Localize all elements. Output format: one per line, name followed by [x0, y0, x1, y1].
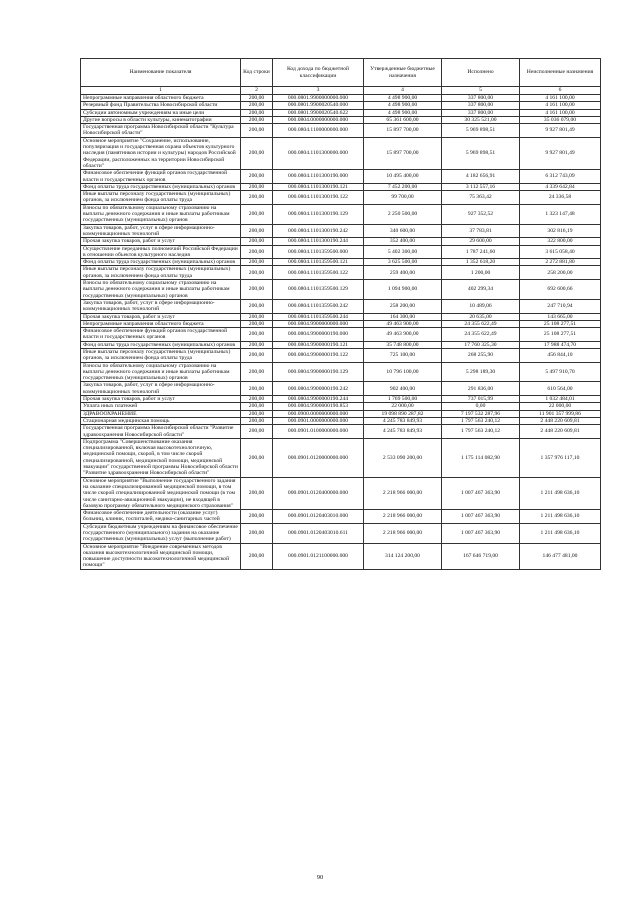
header-classification: Код дохода по бюджетной классификации — [273, 59, 364, 87]
table-row — [81, 417, 601, 424]
row-code: 200,00 — [241, 348, 273, 362]
column-index-row — [81, 87, 601, 95]
row-executed: 1 352 618,20 — [442, 259, 520, 266]
row-name: Прочая закупка товаров, работ и услуг — [81, 396, 241, 403]
row-classification: 000.0801.9900020540.622 — [273, 109, 364, 116]
row-name: Государственная программа Новосибирской области "Развитие здравоохранения Новосибирской области" — [81, 425, 241, 439]
row-approved: 1 769 500,00 — [364, 396, 442, 403]
row-name: Резервный фонд Правительства Новосибирской области — [81, 102, 241, 109]
table-row — [81, 116, 601, 123]
row-code: 200,00 — [241, 328, 273, 342]
row-classification: 000.0804.9900000000.000 — [273, 320, 364, 327]
row-executed: 5 969 898,51 — [442, 137, 520, 169]
header-approved: Утвержденные бюджетные назначения — [364, 59, 442, 87]
row-code: 200,00 — [241, 382, 273, 396]
row-unexecuted: 22 000,00 — [520, 403, 601, 410]
row-name: Взносы по обязательному социальному страхованию на выплаты денежного содержания и иные выплаты работникам государственных (муниципальных) органов — [81, 204, 241, 224]
row-executed: 5 298 189,30 — [442, 362, 520, 382]
row-unexecuted: 3 615 058,40 — [520, 245, 601, 259]
row-approved: 19 098 890 287,82 — [364, 410, 442, 417]
row-code: 200,00 — [241, 95, 273, 102]
header-name: Наименование показателя — [81, 59, 241, 87]
row-name: Закупка товаров, работ, услуг в сфере информационно-коммуникационных технологий — [81, 382, 241, 396]
row-name: Финансовое обеспечение деятельности (оказание услуг) больниц, клиник, госпиталей, медико-санитарных частей — [81, 510, 241, 524]
row-classification: 000.0901.0120400000.000 — [273, 477, 364, 509]
row-code: 200,00 — [241, 238, 273, 245]
row-code: 200,00 — [241, 124, 273, 138]
row-approved: 259 400,00 — [364, 266, 442, 280]
row-unexecuted: 2 448 220 609,81 — [520, 425, 601, 439]
row-unexecuted: 11 901 357 999,86 — [520, 410, 601, 417]
row-classification: 000.0900.0000000000.000 — [273, 410, 364, 417]
row-classification: 000.0901.0120403010.000 — [273, 510, 364, 524]
row-code: 200,00 — [241, 320, 273, 327]
header-unexecuted: Неисполненные назначения — [520, 59, 601, 87]
row-approved: 10 796 100,00 — [364, 362, 442, 382]
row-classification: 000.0804.1101300190.244 — [273, 238, 364, 245]
row-approved: 49 463 900,00 — [364, 328, 442, 342]
row-classification: 000.0804.1101300000.000 — [273, 137, 364, 169]
column-index: 1 — [81, 87, 241, 95]
row-executed: 1 787 241,60 — [442, 245, 520, 259]
table-row — [81, 170, 601, 184]
row-unexecuted: 146 477 481,00 — [520, 543, 601, 569]
row-approved: 2 533 090 200,00 — [364, 438, 442, 477]
row-executed: 167 646 719,00 — [442, 543, 520, 569]
table-row — [81, 543, 601, 569]
column-index: 6 — [520, 87, 601, 95]
table-row — [81, 266, 601, 280]
row-name: Осуществление переданных полномочий Российской Федерации в отношении объектов культурного наследия — [81, 245, 241, 259]
row-code: 200,00 — [241, 280, 273, 300]
row-unexecuted: 1 211 498 636,10 — [520, 523, 601, 543]
table-row — [81, 403, 601, 410]
row-executed: 30 325 521,00 — [442, 116, 520, 123]
table-row — [81, 102, 601, 109]
table-row — [81, 204, 601, 224]
row-name: Взносы по обязательному социальному страхованию на выплаты денежного содержания и иные выплаты работникам государственных (муниципальных) органов — [81, 280, 241, 300]
table-row — [81, 109, 601, 116]
row-unexecuted: 456 844,10 — [520, 348, 601, 362]
table-row — [81, 477, 601, 509]
row-classification: 000.0801.9900000000.000 — [273, 95, 364, 102]
row-executed: 291 836,00 — [442, 382, 520, 396]
row-code: 200,00 — [241, 266, 273, 280]
table-row — [81, 425, 601, 439]
row-code: 200,00 — [241, 183, 273, 190]
row-approved: 164 300,00 — [364, 313, 442, 320]
row-unexecuted: 25 108 277,51 — [520, 328, 601, 342]
table-row — [81, 348, 601, 362]
row-unexecuted: 4 161 100,00 — [520, 109, 601, 116]
table-row — [81, 320, 601, 327]
row-unexecuted: 1 211 498 636,10 — [520, 477, 601, 509]
row-unexecuted: 1 357 976 117,10 — [520, 438, 601, 477]
row-executed: 7 197 532 287,96 — [442, 410, 520, 417]
row-unexecuted: 2 448 220 609,81 — [520, 417, 601, 424]
table-row — [81, 245, 601, 259]
row-executed: 402 299,34 — [442, 280, 520, 300]
row-classification: 000.0804.0000000000.000 — [273, 116, 364, 123]
row-executed: 927 352,52 — [442, 204, 520, 224]
table-row — [81, 238, 601, 245]
row-unexecuted: 9 927 801,49 — [520, 124, 601, 138]
row-approved: 15 897 700,00 — [364, 124, 442, 138]
row-executed: 4 182 656,91 — [442, 170, 520, 184]
row-approved: 2 218 966 000,00 — [364, 477, 442, 509]
row-approved: 22 000,00 — [364, 403, 442, 410]
row-name: Прочая закупка товаров, работ и услуг — [81, 238, 241, 245]
row-classification: 000.0804.9900000190.853 — [273, 403, 364, 410]
header-code: Код строки — [241, 59, 273, 87]
header-executed: Исполнено — [442, 59, 520, 87]
row-approved: 4 245 783 849,93 — [364, 417, 442, 424]
row-name: Непрограммные направления областного бюджета — [81, 320, 241, 327]
row-name: Непрограммные направления областного бюджета — [81, 95, 241, 102]
row-unexecuted: 6 312 743,09 — [520, 170, 601, 184]
row-name: Фонд оплаты труда государственных (муниципальных) органов — [81, 341, 241, 348]
table-row — [81, 191, 601, 205]
row-code: 200,00 — [241, 224, 273, 238]
row-code: 200,00 — [241, 362, 273, 382]
row-executed: 1 007 467 363,90 — [442, 523, 520, 543]
row-executed: 29 600,00 — [442, 238, 520, 245]
row-executed: 0,00 — [442, 403, 520, 410]
row-executed: 1 175 114 082,90 — [442, 438, 520, 477]
table-row — [81, 410, 601, 417]
row-approved: 15 897 700,00 — [364, 137, 442, 169]
row-executed: 10 489,06 — [442, 299, 520, 313]
table-row — [81, 95, 601, 102]
row-name: Прочая закупка товаров, работ и услуг — [81, 313, 241, 320]
row-approved: 725 100,00 — [364, 348, 442, 362]
table-row — [81, 299, 601, 313]
row-classification: 000.0804.1101359500.121 — [273, 259, 364, 266]
row-approved: 352 400,00 — [364, 238, 442, 245]
row-unexecuted: 258 200,00 — [520, 266, 601, 280]
column-index: 2 — [241, 87, 273, 95]
row-classification: 000.0804.1101300190.129 — [273, 204, 364, 224]
table-row — [81, 137, 601, 169]
row-classification: 000.0804.9900000190.000 — [273, 328, 364, 342]
row-name: Уплата иных платежей — [81, 403, 241, 410]
row-approved: 4 245 783 849,93 — [364, 425, 442, 439]
row-name: Государственная программа Новосибирской области "Культура Новосибирской области" — [81, 124, 241, 138]
row-classification: 000.0804.1101300190.121 — [273, 183, 364, 190]
row-approved: 4 498 900,00 — [364, 102, 442, 109]
row-unexecuted: 4 339 642,84 — [520, 183, 601, 190]
table-row — [81, 313, 601, 320]
row-name: Стационарная медицинская помощь — [81, 417, 241, 424]
column-index: 5 — [442, 87, 520, 95]
row-unexecuted: 143 665,00 — [520, 313, 601, 320]
row-code: 200,00 — [241, 137, 273, 169]
row-name: Закупка товаров, работ, услуг в сфере информационно-коммуникационных технологий — [81, 299, 241, 313]
row-executed: 1 797 563 240,12 — [442, 425, 520, 439]
row-classification: 000.0901.0000000000.000 — [273, 417, 364, 424]
row-approved: 2 218 966 000,00 — [364, 523, 442, 543]
row-approved: 340 600,00 — [364, 224, 442, 238]
row-approved: 65 361 600,00 — [364, 116, 442, 123]
table-body — [81, 95, 601, 570]
table-row — [81, 124, 601, 138]
table-row — [81, 224, 601, 238]
row-name: Фонд оплаты труда государственных (муниципальных) органов — [81, 183, 241, 190]
row-unexecuted: 610 564,00 — [520, 382, 601, 396]
row-classification: 000.0804.9900000190.129 — [273, 362, 364, 382]
page-number: 90 — [316, 874, 324, 881]
table-row — [81, 523, 601, 543]
table-row — [81, 382, 601, 396]
row-name: Взносы по обязательному социальному страхованию на выплаты денежного содержания и иные выплаты работникам государственных (муниципальных) органов — [81, 362, 241, 382]
row-classification: 000.0804.1101300190.000 — [273, 170, 364, 184]
row-executed: 337 800,00 — [442, 95, 520, 102]
column-index: 3 — [273, 87, 364, 95]
row-name: Основное мероприятие "Сохранение, использование, популяризация и государственная охрана объектов культурного наследия (памятников истории и культуры) народов Российской Федерации, расположенных на территории Новосибирской области" — [81, 137, 241, 169]
row-classification: 000.0901.0100000000.000 — [273, 425, 364, 439]
row-classification: 000.0804.9900000190.122 — [273, 348, 364, 362]
row-code: 200,00 — [241, 116, 273, 123]
row-name: Закупка товаров, работ, услуг в сфере информационно-коммуникационных технологий — [81, 224, 241, 238]
row-approved: 314 124 200,00 — [364, 543, 442, 569]
table-row — [81, 341, 601, 348]
row-code: 200,00 — [241, 510, 273, 524]
row-classification: 000.0804.1101359500.000 — [273, 245, 364, 259]
row-name: Фонд оплаты труда государственных (муниципальных) органов — [81, 259, 241, 266]
row-name: Другие вопросы в области культуры, кинематографии — [81, 116, 241, 123]
row-executed: 337 800,00 — [442, 102, 520, 109]
row-approved: 258 200,00 — [364, 299, 442, 313]
row-classification: 000.0901.0120403010.611 — [273, 523, 364, 543]
row-unexecuted: 302 816,19 — [520, 224, 601, 238]
row-unexecuted: 692 600,66 — [520, 280, 601, 300]
row-executed: 1 007 467 363,90 — [442, 510, 520, 524]
row-classification: 000.0804.9900000190.242 — [273, 382, 364, 396]
row-code: 200,00 — [241, 259, 273, 266]
row-code: 200,00 — [241, 245, 273, 259]
row-approved: 5 402 300,00 — [364, 245, 442, 259]
row-name: Иные выплаты персоналу государственных (муниципальных) органов, за исключением фонда оплаты труда — [81, 191, 241, 205]
row-executed: 17 760 325,30 — [442, 341, 520, 348]
row-classification: 000.0804.1101359500.129 — [273, 280, 364, 300]
row-name: Основное мероприятие "Внедрение современных методов оказания высокотехнологичной медицинской помощи, повышение доступности высокотехнологичной медицинской помощи" — [81, 543, 241, 569]
row-classification: 000.0901.0121100000.000 — [273, 543, 364, 569]
budget-execution-table — [80, 58, 601, 570]
row-code: 200,00 — [241, 410, 273, 417]
table-row — [81, 259, 601, 266]
row-executed: 24 355 622,49 — [442, 320, 520, 327]
row-approved: 3 625 500,00 — [364, 259, 442, 266]
row-executed: 24 355 622,49 — [442, 328, 520, 342]
row-classification: 000.0804.1101359500.244 — [273, 313, 364, 320]
table-row — [81, 438, 601, 477]
table-header-row — [81, 59, 601, 87]
row-name: Иные выплаты персоналу государственных (муниципальных) органов, за исключением фонда оплаты труда — [81, 348, 241, 362]
row-code: 200,00 — [241, 396, 273, 403]
row-code: 200,00 — [241, 191, 273, 205]
row-approved: 902 400,00 — [364, 382, 442, 396]
table-row — [81, 510, 601, 524]
row-classification: 000.0804.1101300190.242 — [273, 224, 364, 238]
row-unexecuted: 247 710,94 — [520, 299, 601, 313]
row-approved: 99 700,00 — [364, 191, 442, 205]
row-approved: 10 495 400,00 — [364, 170, 442, 184]
row-name: Подпрограмма "Совершенствование оказания специализированной, включая высокотехнологичную, медицинской помощи, скорой, в том числе скорой специализированной, медицинской помощи, медицинской эвакуации" государственной программы Новосибирской области "Развитие здравоохранения Новосибирской области" — [81, 438, 241, 477]
row-unexecuted: 24 336,58 — [520, 191, 601, 205]
row-unexecuted: 1 211 498 636,10 — [520, 510, 601, 524]
row-code: 200,00 — [241, 109, 273, 116]
row-code: 200,00 — [241, 299, 273, 313]
row-unexecuted: 1 032 484,01 — [520, 396, 601, 403]
row-name: Субсидии бюджетным учреждениям на финансовое обеспечение государственного (муниципального) задания на оказание государственных (муниципальных) услуг (выполнение работ) — [81, 523, 241, 543]
column-index: 4 — [364, 87, 442, 95]
row-executed: 337 800,00 — [442, 109, 520, 116]
row-name: Финансовое обеспечение функций органов государственной власти и государственных органов — [81, 170, 241, 184]
row-code: 200,00 — [241, 102, 273, 109]
row-unexecuted: 2 272 881,80 — [520, 259, 601, 266]
row-unexecuted: 322 800,00 — [520, 238, 601, 245]
table-row — [81, 396, 601, 403]
row-approved: 49 463 900,00 — [364, 320, 442, 327]
row-code: 200,00 — [241, 204, 273, 224]
row-unexecuted: 4 161 100,00 — [520, 102, 601, 109]
row-code: 200,00 — [241, 313, 273, 320]
row-name: Основное мероприятие "Выполнение государственного задания на оказание специализированной медицинской помощи, в том числе скорой специализированной медицинской помощи (в том числе санитарно-авиационной эвакуации), не входящей в базовую программу обязательного медицинского страхования" — [81, 477, 241, 509]
row-unexecuted: 9 927 801,49 — [520, 137, 601, 169]
row-approved: 2 250 500,00 — [364, 204, 442, 224]
row-classification: 000.0804.1101359500.122 — [273, 266, 364, 280]
row-classification: 000.0801.9900020540.000 — [273, 102, 364, 109]
table-row — [81, 280, 601, 300]
row-classification: 000.0804.1101300190.122 — [273, 191, 364, 205]
row-name: Иные выплаты персоналу государственных (муниципальных) органов, за исключением фонда оплаты труда — [81, 266, 241, 280]
row-unexecuted: 4 161 100,00 — [520, 95, 601, 102]
row-code: 200,00 — [241, 170, 273, 184]
table-row — [81, 362, 601, 382]
row-name: Финансовое обеспечение функций органов государственной власти и государственных органов — [81, 328, 241, 342]
row-executed: 1 797 563 240,12 — [442, 417, 520, 424]
row-code: 200,00 — [241, 417, 273, 424]
row-executed: 1 200,00 — [442, 266, 520, 280]
row-unexecuted: 35 036 079,00 — [520, 116, 601, 123]
row-code: 200,00 — [241, 523, 273, 543]
row-executed: 75 363,42 — [442, 191, 520, 205]
row-approved: 1 094 900,00 — [364, 280, 442, 300]
row-executed: 20 635,00 — [442, 313, 520, 320]
row-name: Субсидии автономным учреждениям на иные цели — [81, 109, 241, 116]
row-executed: 737 015,99 — [442, 396, 520, 403]
row-approved: 4 498 900,00 — [364, 95, 442, 102]
row-unexecuted: 1 323 147,48 — [520, 204, 601, 224]
row-classification: 000.0804.1101359500.242 — [273, 299, 364, 313]
row-name: ЗДРАВООХРАНЕНИЕ — [81, 410, 241, 417]
table-row — [81, 328, 601, 342]
row-code: 200,00 — [241, 477, 273, 509]
row-approved: 7 452 200,00 — [364, 183, 442, 190]
row-executed: 37 783,81 — [442, 224, 520, 238]
row-code: 200,00 — [241, 425, 273, 439]
row-code: 200,00 — [241, 438, 273, 477]
row-classification: 000.0804.9900000190.121 — [273, 341, 364, 348]
table-row — [81, 183, 601, 190]
row-unexecuted: 25 108 277,51 — [520, 320, 601, 327]
row-approved: 2 218 966 000,00 — [364, 510, 442, 524]
row-classification: 000.0804.1100000000.000 — [273, 124, 364, 138]
row-code: 200,00 — [241, 341, 273, 348]
row-code: 200,00 — [241, 403, 273, 410]
report-sheet — [80, 58, 600, 570]
row-classification: 000.0901.0120000000.000 — [273, 438, 364, 477]
row-unexecuted: 17 988 474,70 — [520, 341, 601, 348]
row-unexecuted: 5 497 910,70 — [520, 362, 601, 382]
row-classification: 000.0804.9900000190.244 — [273, 396, 364, 403]
row-executed: 268 255,90 — [442, 348, 520, 362]
row-approved: 4 498 900,00 — [364, 109, 442, 116]
row-approved: 35 748 800,00 — [364, 341, 442, 348]
row-executed: 5 969 898,51 — [442, 124, 520, 138]
row-code: 200,00 — [241, 543, 273, 569]
row-executed: 3 112 557,16 — [442, 183, 520, 190]
row-executed: 1 007 467 363,90 — [442, 477, 520, 509]
